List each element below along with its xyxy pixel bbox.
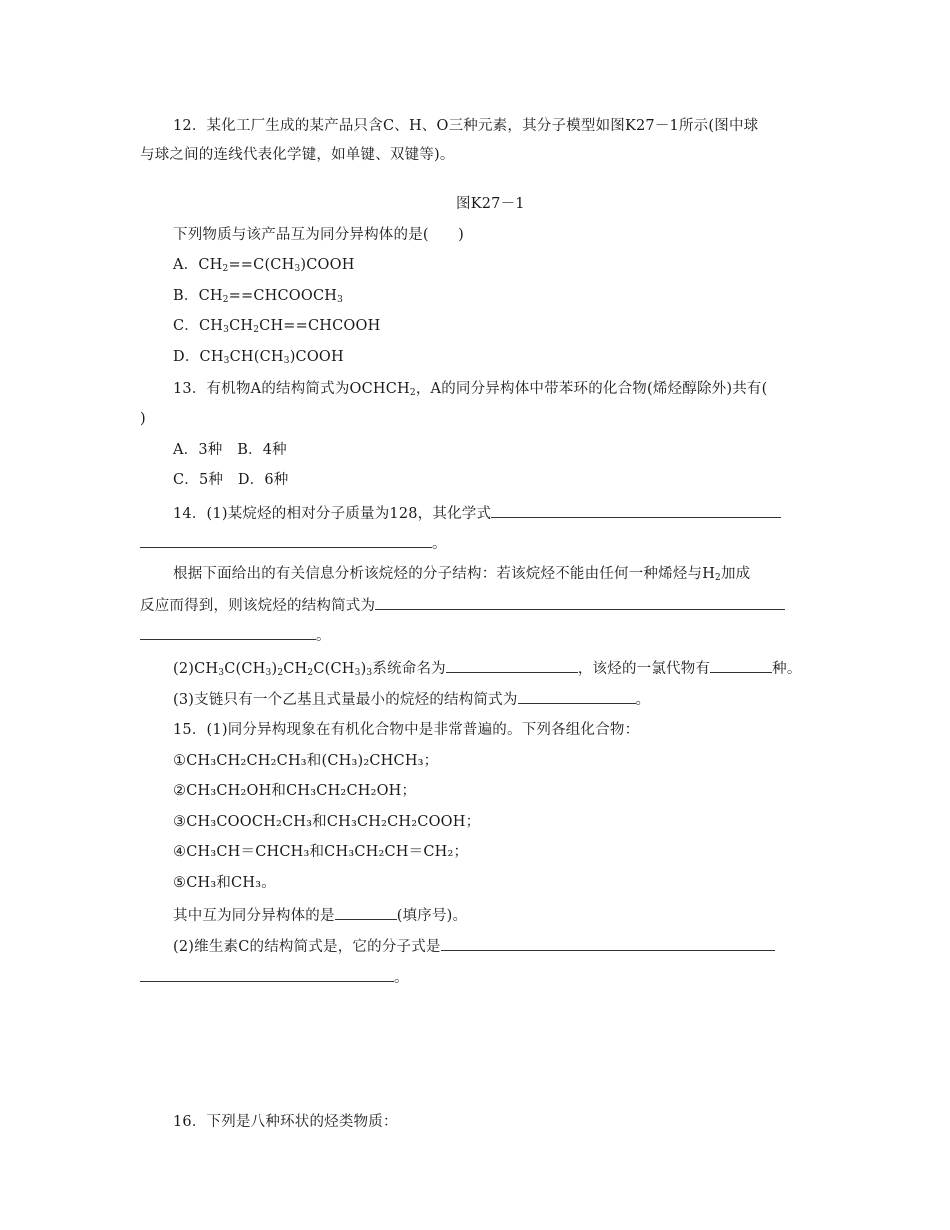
- q12-line-1: 12．某化工厂生成的某产品只含C、H、O三种元素，其分子模型如图K27－1所示(图中球: [173, 118, 759, 134]
- q12-line-2: 与球之间的连线代表化学键，如单键、双键等)。: [140, 147, 455, 163]
- answer-blank[interactable]: [140, 532, 432, 548]
- q15-item-5: ⑤CH₃和CH₃。: [173, 875, 276, 891]
- q13-line-1: 13．有机物A的结构简式为$OCHCH_2$，A的同分异构体中带苯环的化合物(烯烃醇除外)共有(: [173, 381, 768, 398]
- q12-option-d: D．$CH_3CH(CH_3)COOH$: [173, 349, 344, 366]
- q15-part2-cont: 。: [140, 966, 409, 988]
- q14-info-line-3: 。: [140, 624, 331, 646]
- q12-option-a: A．$CH_2==C(CH_3)COOH$: [173, 257, 355, 274]
- q14-info-line-2: 反应而得到，则该烷烃的结构简式为: [140, 594, 785, 616]
- answer-blank[interactable]: [335, 904, 397, 920]
- answer-blank[interactable]: [140, 966, 394, 982]
- q15-intro: 15．(1)同分异构现象在有机化合物中是非常普遍的。下列各组化合物：: [173, 722, 640, 738]
- q15-item-1: ①CH₃CH₂CH₂CH₃和(CH₃)₂CHCH₃；: [173, 753, 439, 769]
- answer-blank[interactable]: [140, 624, 316, 640]
- q12-option-c: C．$CH_3CH_2CH==CHCOOH$: [173, 318, 381, 335]
- q12-stem: 下列物质与该产品互为同分异构体的是( ): [173, 227, 465, 243]
- q16-line-1: 16．下列是八种环状的烃类物质：: [173, 1114, 398, 1130]
- answer-blank[interactable]: [375, 594, 785, 610]
- q14-part1: 14．(1)某烷烃的相对分子质量为128，其化学式: [173, 502, 781, 524]
- q13-options-cd: C．5种 D．6种: [173, 472, 289, 488]
- q15-item-2: ②CH₃CH₂OH和CH₃CH₂CH₂OH；: [173, 783, 417, 799]
- answer-blank[interactable]: [441, 935, 775, 951]
- answer-blank[interactable]: [710, 657, 772, 673]
- figure-caption: 图K27－1: [456, 196, 525, 212]
- q15-question: 其中互为同分异构体的是 (填序号)。: [173, 904, 467, 926]
- q12-option-b: B．$CH_2==CHCOOCH_3$: [173, 288, 344, 305]
- q14-part2: $(2)CH_3C(CH_3)_2CH_2C(CH_3)_3$系统命名为 ，该烃的一氯代物有 种。: [173, 657, 802, 679]
- q13-line-2: ): [140, 411, 146, 427]
- answer-blank[interactable]: [491, 502, 781, 518]
- q14-info-line-1: 根据下面给出的有关信息分析该烷烃的分子结构：若该烷烃不能由任何一种烯烃与$H_2$加成: [173, 566, 751, 583]
- q14-part3: (3)支链只有一个乙基且式量最小的烷烃的结构简式为 。: [173, 688, 650, 710]
- q15-item-4: ④CH₃CH＝CHCH₃和CH₃CH₂CH＝CH₂；: [173, 844, 469, 860]
- q14-part1-cont: 。: [140, 532, 447, 554]
- q13-options-ab: A．3种 B．4种: [173, 442, 287, 458]
- q15-part2: (2)维生素C的结构简式是，它的分子式是: [173, 935, 775, 957]
- answer-blank[interactable]: [518, 688, 636, 704]
- q15-item-3: ③CH₃COOCH₂CH₃和CH₃CH₂CH₂COOH；: [173, 814, 481, 830]
- answer-blank[interactable]: [446, 657, 578, 673]
